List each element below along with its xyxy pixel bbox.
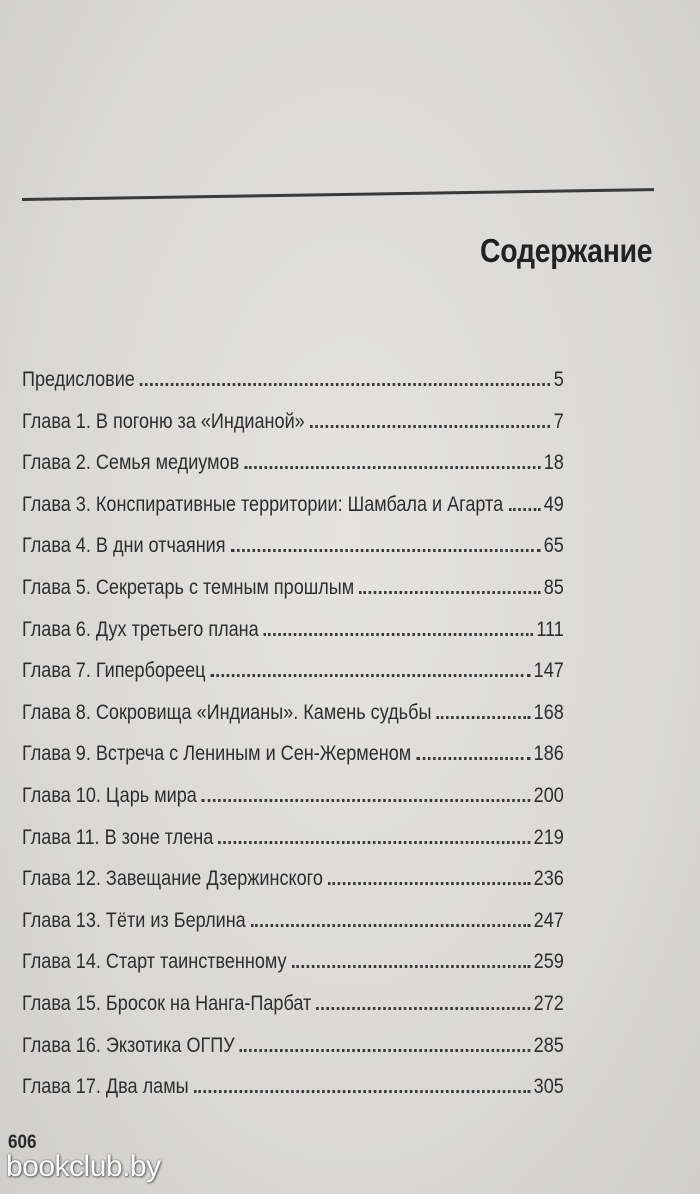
toc-page-number: 5: [553, 368, 564, 391]
toc-entry-label: Глава 5. Секретарь с темным прошлым: [22, 575, 355, 599]
toc-leader-dots: [218, 841, 530, 844]
toc-page-number: 186: [533, 742, 564, 766]
toc-leader-dots: [359, 591, 540, 594]
toc-entry-label: Предисловие: [22, 368, 135, 391]
toc-leader-dots: [292, 965, 530, 968]
page-number: 606: [8, 1132, 37, 1153]
toc-entry: [22, 558, 652, 598]
toc-leader-dots: [316, 1007, 530, 1010]
toc-entry: [22, 475, 652, 515]
page-title: Содержание: [479, 232, 652, 269]
toc-leader-dots: [240, 1049, 530, 1052]
toc-leader-dots: [140, 383, 550, 386]
toc-entry-label: Глава 7. Гипербореец: [22, 659, 206, 683]
toc-entry-label: Глава 15. Бросок на Нанга-Парбат: [22, 991, 312, 1015]
toc-entry: [22, 932, 652, 972]
top-rule: [22, 188, 654, 201]
toc-page-number: 65: [543, 534, 564, 558]
toc-page-number: 219: [533, 825, 564, 849]
toc-leader-dots: [310, 425, 550, 428]
table-of-contents: [22, 350, 652, 1099]
toc-entry: [22, 891, 652, 931]
toc-page-number: 272: [533, 991, 564, 1015]
toc-leader-dots: [202, 799, 530, 802]
toc-leader-dots: [437, 716, 531, 719]
toc-leader-dots: [416, 757, 530, 760]
toc-leader-dots: [508, 508, 540, 511]
toc-entry: [22, 683, 652, 723]
toc-entry-label: Глава 11. В зоне тлена: [22, 825, 214, 849]
toc-page-number: 247: [533, 908, 564, 932]
toc-page-number: 147: [533, 659, 564, 683]
toc-page-number: 236: [533, 867, 564, 891]
toc-entry: [22, 808, 652, 848]
toc-page-number: 168: [533, 700, 564, 724]
toc-entry: [22, 641, 652, 681]
toc-entry-label: Глава 16. Экзотика ОГПУ: [22, 1033, 235, 1057]
toc-entry-label: Глава 3. Конспиративные территории: Шамбала и Агарта: [22, 492, 504, 516]
toc-entry-label: Глава 12. Завещание Дзержинского: [22, 867, 323, 891]
toc-page-number: 200: [533, 783, 564, 807]
toc-entry-label: Глава 1. В погоню за «Индианой»: [22, 409, 305, 433]
toc-entry-label: Глава 2. Семья медиумов: [22, 451, 240, 475]
toc-entry: [22, 433, 652, 473]
toc-entry: [22, 1057, 652, 1097]
toc-leader-dots: [244, 466, 540, 469]
toc-leader-dots: [194, 1090, 530, 1093]
toc-entry-label: Глава 4. В дни отчаяния: [22, 534, 226, 558]
toc-entry-label: Глава 14. Старт таинственному: [22, 950, 287, 974]
toc-entry: [22, 516, 652, 556]
toc-leader-dots: [211, 674, 531, 677]
toc-leader-dots: [328, 882, 530, 885]
toc-entry: [22, 724, 652, 764]
watermark: bookclub.by: [6, 1150, 161, 1183]
toc-page-number: 18: [543, 451, 564, 475]
toc-entry: [22, 600, 652, 640]
toc-entry-label: Глава 13. Тёти из Берлина: [22, 908, 246, 932]
toc-entry: [22, 350, 652, 390]
toc-page-number: 85: [543, 575, 564, 599]
toc-entry: [22, 392, 652, 432]
toc-entry: [22, 1016, 652, 1056]
toc-entry-label: Глава 8. Сокровища «Индианы». Камень судьбы: [22, 700, 432, 724]
toc-entry: [22, 766, 652, 806]
toc-page-number: 285: [533, 1033, 564, 1057]
toc-leader-dots: [231, 549, 541, 552]
toc-leader-dots: [264, 633, 533, 636]
toc-entry-label: Глава 17. Два ламы: [22, 1075, 189, 1099]
toc-page-number: 111: [536, 617, 564, 641]
toc-entry-label: Глава 9. Встреча с Лениным и Сен-Жерменом: [22, 742, 412, 766]
toc-leader-dots: [251, 924, 530, 927]
toc-entry-label: Глава 6. Дух третьего плана: [22, 617, 259, 641]
toc-entry: [22, 974, 652, 1014]
toc-page-number: 7: [553, 409, 564, 433]
toc-page-number: 259: [533, 950, 564, 974]
toc-page-number: 305: [533, 1075, 564, 1099]
toc-entry-label: Глава 10. Царь мира: [22, 783, 197, 807]
toc-page-number: 49: [543, 492, 564, 516]
toc-entry: [22, 849, 652, 889]
